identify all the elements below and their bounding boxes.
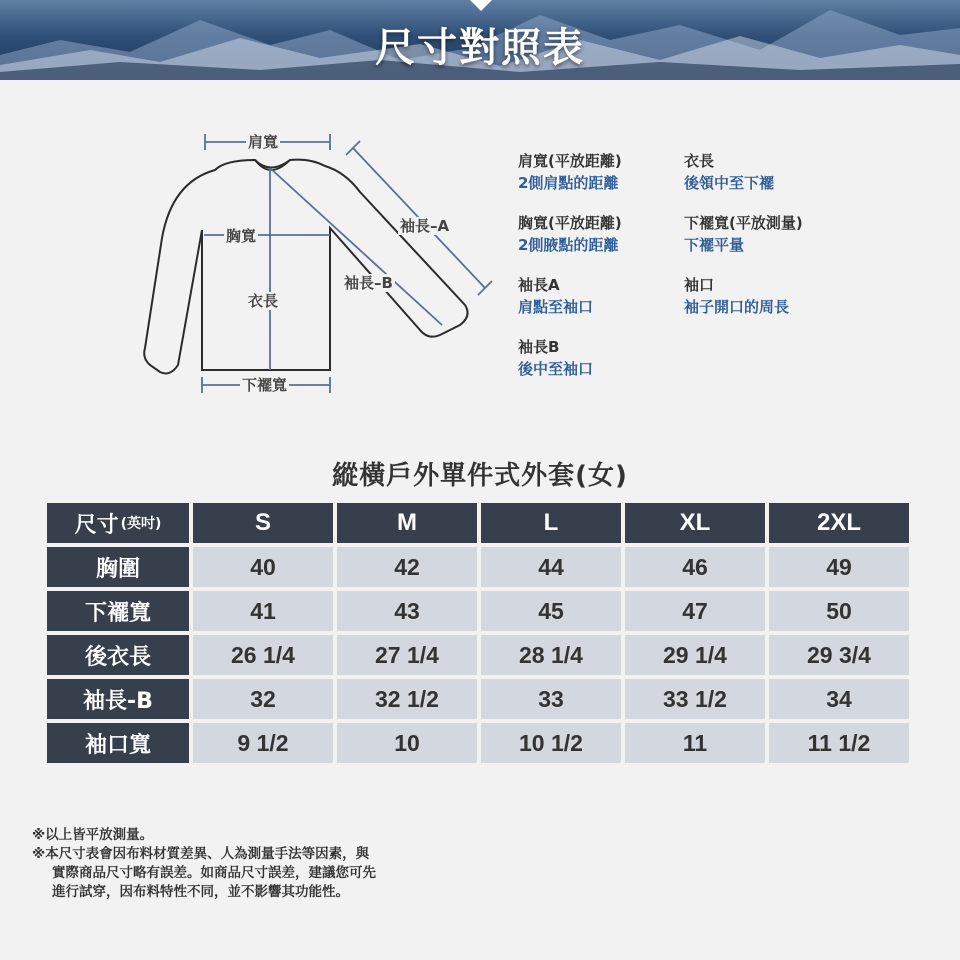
table-cell: 28 1/4 [481,635,621,675]
legend-desc: 2側腋點的距離 [518,236,619,254]
row-label: 後衣長 [47,635,189,675]
legend-desc: 後中至袖口 [518,360,594,378]
legend-desc: 2側肩點的距離 [518,174,619,192]
legend-desc: 肩點至袖口 [518,298,594,316]
length-label: 衣長 [248,292,279,310]
row-label: 下襬寬 [47,591,189,631]
table-cell: 27 1/4 [337,635,477,675]
legend-item-sleeve-b [518,336,688,380]
size-header: 2XL [769,503,909,543]
table-cell: 11 1/2 [769,723,909,763]
table-cell: 46 [625,547,765,587]
product-title: 縱橫戶外單件式外套(女) [332,461,628,491]
size-header: L [481,503,621,543]
note-line: ※以上皆平放測量。 [32,827,154,843]
shoulder-label: 肩寬 [248,133,279,151]
legend-desc: 下襬平量 [684,236,745,254]
table-cell: 32 [193,679,333,719]
table-cell: 10 1/2 [481,723,621,763]
table-header-row [47,503,914,543]
legend-item-hem [684,212,854,256]
legend-title: 胸寬(平放距離) [518,214,622,232]
corner-cell [47,503,189,543]
table-cell: 11 [625,723,765,763]
table-cell: 45 [481,591,621,631]
legend-title: 袖長A [518,276,560,294]
sleeve-b-label: 袖長–B [344,274,393,292]
row-label: 袖長-B [47,679,189,719]
table-cell: 10 [337,723,477,763]
table-row [47,547,914,587]
page-title: 尺寸對照表 [375,25,585,71]
table-cell: 33 1/2 [625,679,765,719]
table-cell: 34 [769,679,909,719]
table-cell: 44 [481,547,621,587]
legend-title: 袖長B [518,338,560,356]
unit-label: (英吋) [120,516,162,532]
table-cell: 43 [337,591,477,631]
legend-title: 衣長 [684,152,715,170]
table-row [47,679,914,719]
legend-desc: 後領中至下襬 [684,174,775,192]
table-cell: 33 [481,679,621,719]
chest-label: 胸寬 [226,227,257,245]
table-cell: 42 [337,547,477,587]
jacket-outline [120,120,510,410]
row-label: 袖口寬 [47,723,189,763]
table-cell: 26 1/4 [193,635,333,675]
corner-label: 尺寸 [74,512,119,538]
banner [0,0,960,80]
legend-desc: 袖子開口的周長 [684,298,790,316]
legend-item-shoulder [518,150,688,194]
size-header: XL [625,503,765,543]
table-cell: 49 [769,547,909,587]
note-line: ※本尺寸表會因布料材質差異、人為測量手法等因素，與 [32,846,370,862]
size-table [47,503,914,767]
legend-item-chest [518,212,688,256]
note-line: 實際商品尺寸略有誤差。如商品尺寸誤差，建議您可先 [52,865,376,881]
table-cell: 9 1/2 [193,723,333,763]
banner-notch [470,0,492,11]
size-header: M [337,503,477,543]
legend-item-cuff [684,274,854,318]
table-cell: 41 [193,591,333,631]
table-cell: 50 [769,591,909,631]
legend-item-length [684,150,854,194]
measurement-diagram [120,120,510,410]
table-cell: 32 1/2 [337,679,477,719]
table-cell: 29 1/4 [625,635,765,675]
legend-title: 袖口 [684,276,715,294]
legend-title: 下襬寬(平放測量) [684,214,803,232]
table-cell: 40 [193,547,333,587]
table-row [47,591,914,631]
table-cell: 47 [625,591,765,631]
size-header: S [193,503,333,543]
hem-label: 下襬寬 [242,376,288,394]
row-label: 胸圍 [47,547,189,587]
note-line: 進行試穿，因布料特性不同，並不影響其功能性。 [52,884,349,900]
table-row [47,635,914,675]
table-cell: 29 3/4 [769,635,909,675]
table-row [47,723,914,763]
sleeve-a-label: 袖長–A [400,217,450,235]
legend-item-sleeve-a [518,274,688,318]
footnotes [32,826,376,902]
legend-title: 肩寬(平放距離) [518,152,622,170]
